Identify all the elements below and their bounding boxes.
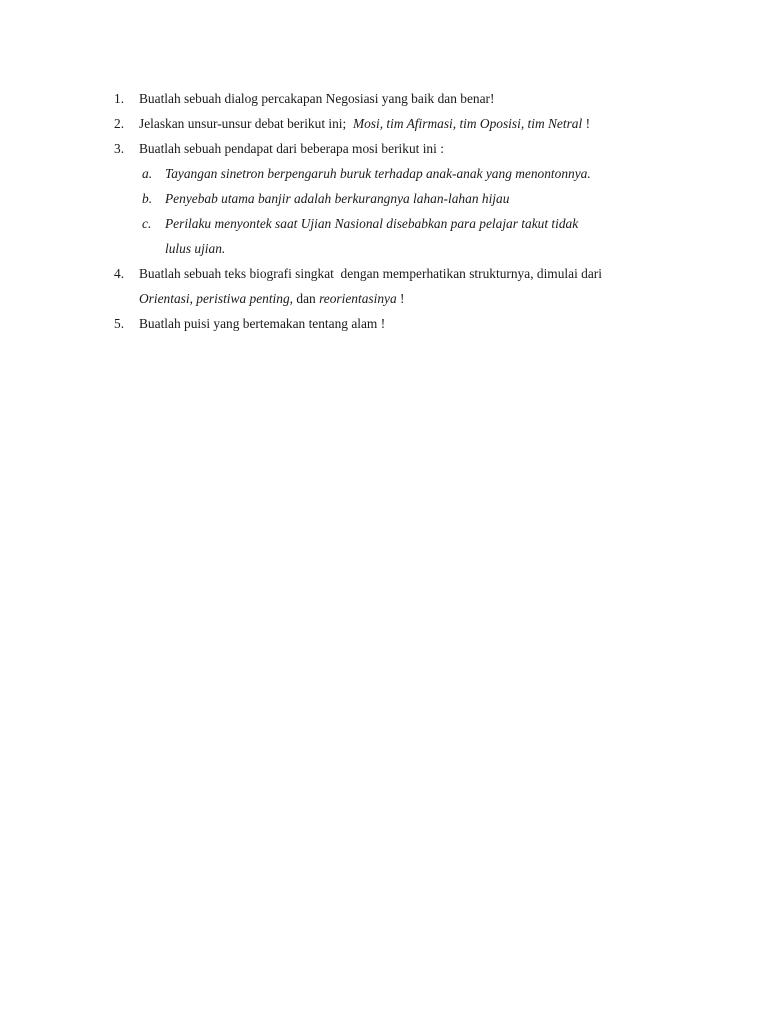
item-text-italic: Mosi, tim Afirmasi, tim Oposisi, tim Netral (352, 116, 583, 131)
sub-item-letter: a. (142, 166, 153, 181)
item-text-italic-peristiwa: peristiwa penting (196, 291, 290, 306)
list-item-4 (114, 261, 694, 311)
item-text-plain: Jelaskan unsur-unsur debat berikut ini; (139, 116, 353, 131)
item-text-sep: , (189, 291, 197, 306)
sub-item-c (139, 211, 694, 261)
item-text (139, 111, 694, 136)
item-text: Buatlah sebuah dialog percakapan Negosiasi yang baik dan benar! (139, 91, 495, 106)
sub-item-b (139, 186, 694, 211)
item-text: Buatlah puisi yang bertemakan tentang alam ! (139, 316, 386, 331)
item-number: 1. (114, 91, 125, 106)
list-item-5 (114, 311, 694, 336)
item-text-italic-reorientasi: reorientasinya (319, 291, 397, 306)
item-text: Buatlah sebuah pendapat dari beberapa mosi berikut ini : (139, 141, 444, 156)
item-text-line-1: Buatlah sebuah teks biografi singkat dengan memperhatikan strukturnya, dimulai dari (139, 266, 602, 281)
sub-item-text: Tayangan sinetron berpengaruh buruk terhadap anak-anak yang menontonnya. (165, 166, 591, 181)
item-text-end: ! (396, 291, 405, 306)
item-text-line-2 (139, 286, 694, 311)
item-number: 5. (114, 316, 125, 331)
sub-item-a (139, 161, 694, 186)
item-text-sep: , dan (289, 291, 320, 306)
item-number: 4. (114, 266, 125, 281)
list-item-3 (114, 136, 694, 161)
sub-item-text-line-1: Perilaku menyontek saat Ujian Nasional disebabkan para pelajar takut tidak (165, 216, 579, 231)
numbered-question-list (114, 86, 694, 336)
sub-item-letter: c. (142, 216, 152, 231)
item-number: 3. (114, 141, 125, 156)
item-text-italic-orientasi: Orientasi (139, 291, 190, 306)
item-number: 2. (114, 116, 125, 131)
list-item-2 (114, 111, 694, 136)
sub-item-text: Penyebab utama banjir adalah berkurangnya lahan-lahan hijau (165, 191, 510, 206)
sub-item-text-line-2: lulus ujian. (165, 241, 226, 256)
item-text-end: ! (582, 116, 591, 131)
sub-item-letter: b. (142, 191, 153, 206)
list-item-1 (114, 86, 694, 111)
